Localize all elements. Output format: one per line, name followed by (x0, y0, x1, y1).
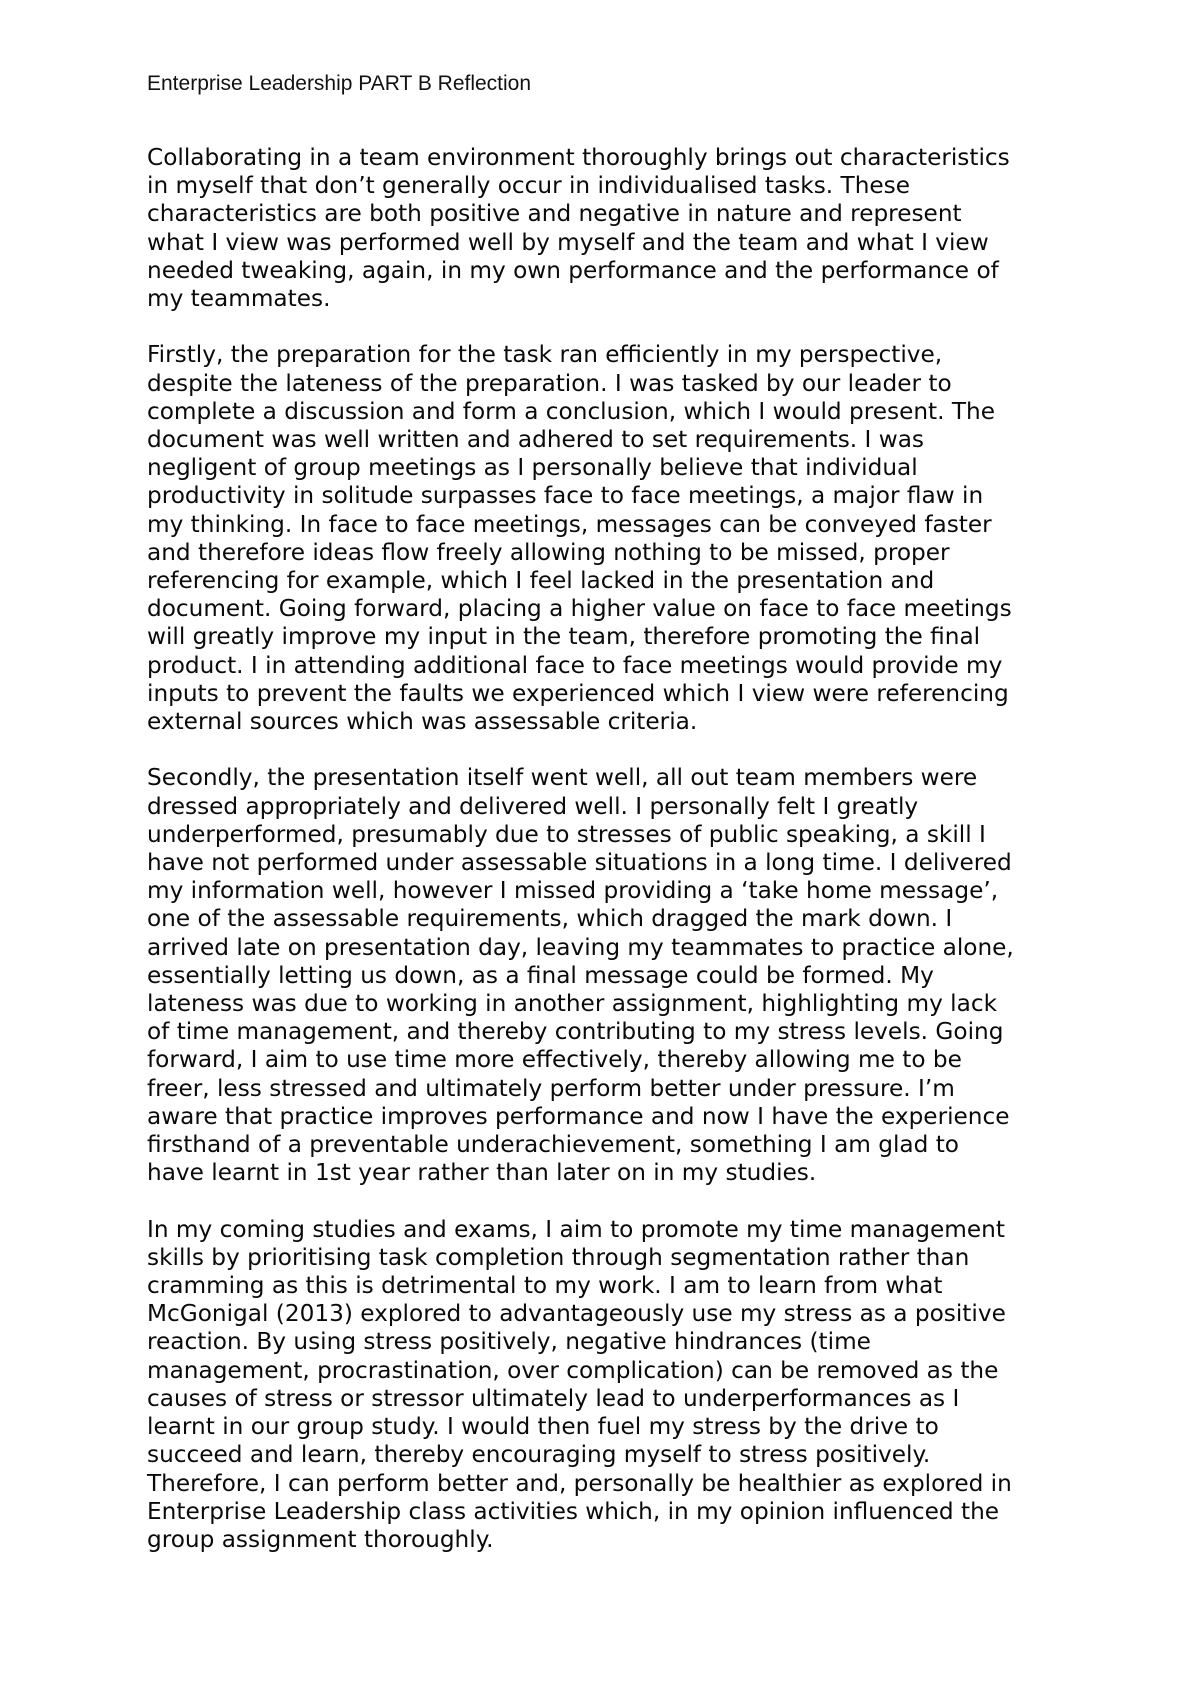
text-line: causes of stress or stressor ultimately lead to underperformances as I (147, 1384, 960, 1412)
text-line: document. Going forward, placing a higher value on face to face meetings (147, 595, 1012, 623)
text-line: succeed and learn, thereby encouraging myself to stress positively. (147, 1441, 931, 1469)
text-line: aware that practice improves performance and now I have the experience (147, 1102, 1010, 1130)
text-line: external sources which was assessable criteria. (147, 708, 698, 736)
text-line: McGonigal (2013) explored to advantageously use my stress as a positive (147, 1300, 1006, 1328)
paragraph-3 (147, 764, 1147, 1187)
text-line: in myself that don’t generally occur in individualised tasks. These (147, 172, 911, 200)
text-line: will greatly improve my input in the team, therefore promoting the final (147, 623, 981, 651)
text-line: my information well, however I missed providing a ‘take home message’, (147, 877, 999, 905)
document-header: Enterprise Leadership PART B Reflection (147, 72, 532, 95)
text-line: document was well written and adhered to set requirements. I was (147, 426, 925, 454)
text-line: dressed appropriately and delivered well. I personally felt I greatly (147, 792, 919, 820)
text-line: one of the assessable requirements, which dragged the mark down. I (147, 905, 953, 933)
text-line: group assignment thoroughly. (147, 1525, 494, 1553)
text-line: what I view was performed well by myself and the team and what I view (147, 228, 989, 256)
text-line: characteristics are both positive and negative in nature and represent (147, 200, 962, 228)
text-line: freer, less stressed and ultimately perform better under pressure. I’m (147, 1074, 955, 1102)
text-line: my teammates. (147, 285, 331, 313)
text-line: Enterprise Leadership class activities which, in my opinion influenced the (147, 1497, 1000, 1525)
text-line: my thinking. In face to face meetings, messages can be conveyed faster (147, 510, 992, 538)
text-line: cramming as this is detrimental to my work. I am to learn from what (147, 1272, 943, 1300)
text-line: despite the lateness of the preparation. I was tasked by our leader to (147, 369, 952, 397)
text-line: management, procrastination, over complication) can be removed as the (147, 1356, 999, 1384)
text-line: learnt in our group study. I would then fuel my stress by the drive to (147, 1413, 939, 1441)
text-line: Secondly, the presentation itself went well, all out team members were (147, 764, 978, 792)
text-line: needed tweaking, again, in my own performance and the performance of (147, 256, 999, 284)
paragraph-2 (147, 341, 1147, 736)
text-line: inputs to prevent the faults we experienced which I view were referencing (147, 679, 1009, 707)
text-line: have not performed under assessable situations in a long time. I delivered (147, 849, 1012, 877)
document-body (147, 144, 1147, 1582)
text-line: firsthand of a preventable underachievement, something I am glad to (147, 1131, 959, 1159)
text-line: underperformed, presumably due to stresses of public speaking, a skill I (147, 820, 986, 848)
text-line: have learnt in 1st year rather than later on in my studies. (147, 1159, 817, 1187)
text-line: of time management, and thereby contributing to my stress levels. Going (147, 1018, 1004, 1046)
text-line: referencing for example, which I feel lacked in the presentation and (147, 567, 935, 595)
text-line: reaction. By using stress positively, negative hindrances (time (147, 1328, 871, 1356)
text-line: and therefore ideas flow freely allowing nothing to be missed, proper (147, 538, 950, 566)
text-line: Firstly, the preparation for the task ran efficiently in my perspective, (147, 341, 943, 369)
text-line: lateness was due to working in another assignment, highlighting my lack (147, 990, 998, 1018)
text-line: In my coming studies and exams, I aim to promote my time management (147, 1215, 1005, 1243)
text-line: negligent of group meetings as I personally believe that individual (147, 454, 918, 482)
text-line: Therefore, I can perform better and, personally be healthier as explored in (147, 1469, 1012, 1497)
text-line: skills by prioritising task completion through segmentation rather than (147, 1243, 970, 1271)
text-line: productivity in solitude surpasses face to face meetings, a major flaw in (147, 482, 984, 510)
text-line: forward, I aim to use time more effectively, thereby allowing me to be (147, 1046, 962, 1074)
text-line: essentially letting us down, as a final message could be formed. My (147, 961, 934, 989)
paragraph-1 (147, 144, 1147, 313)
paragraph-4 (147, 1216, 1147, 1554)
text-line: product. I in attending additional face to face meetings would provide my (147, 651, 1003, 679)
text-line: arrived late on presentation day, leaving my teammates to practice alone, (147, 933, 1014, 961)
text-line: complete a discussion and form a conclusion, which I would present. The (147, 397, 995, 425)
text-line: Collaborating in a team environment thoroughly brings out characteristics (147, 144, 1010, 171)
